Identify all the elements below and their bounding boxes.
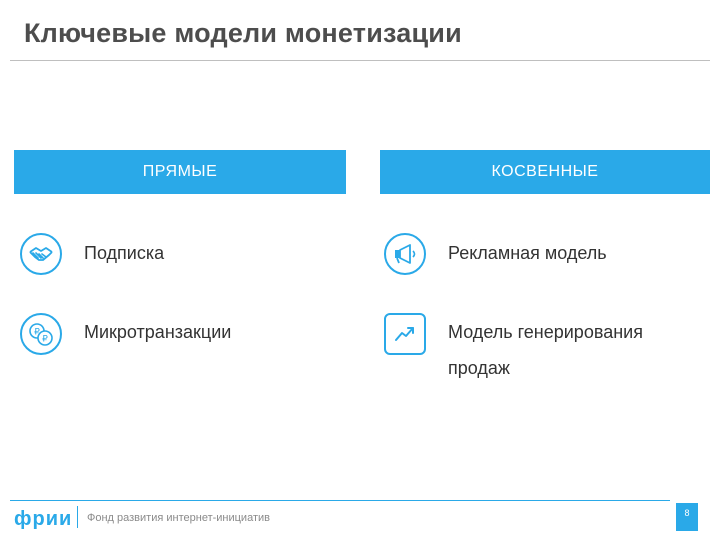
frii-logo: фрии xyxy=(14,508,73,530)
footer-separator xyxy=(77,506,78,528)
svg-text:₽: ₽ xyxy=(42,334,48,345)
title-divider xyxy=(10,60,710,61)
slide-title: Ключевые модели монетизации xyxy=(24,18,462,48)
footer-divider xyxy=(10,500,670,501)
indirect-models-header: КОСВЕННЫЕ xyxy=(380,150,710,194)
growth-chart-icon xyxy=(384,313,426,355)
sales-generation-model-label: Модель генерирования продаж xyxy=(448,322,643,378)
megaphone-icon xyxy=(384,233,426,275)
handshake-icon xyxy=(20,233,62,275)
svg-text:₽: ₽ xyxy=(34,327,40,338)
ruble-coins-icon xyxy=(20,313,62,355)
advertising-model-label: Рекламная модель xyxy=(448,243,607,263)
subscription-label: Подписка xyxy=(84,243,165,263)
footer-organization-name: Фонд развития интернет-инициатив xyxy=(87,512,270,524)
microtransactions-label: Микротранзакции xyxy=(84,322,232,342)
direct-models-header: ПРЯМЫЕ xyxy=(14,150,346,194)
page-number-badge: 8 xyxy=(676,503,698,531)
